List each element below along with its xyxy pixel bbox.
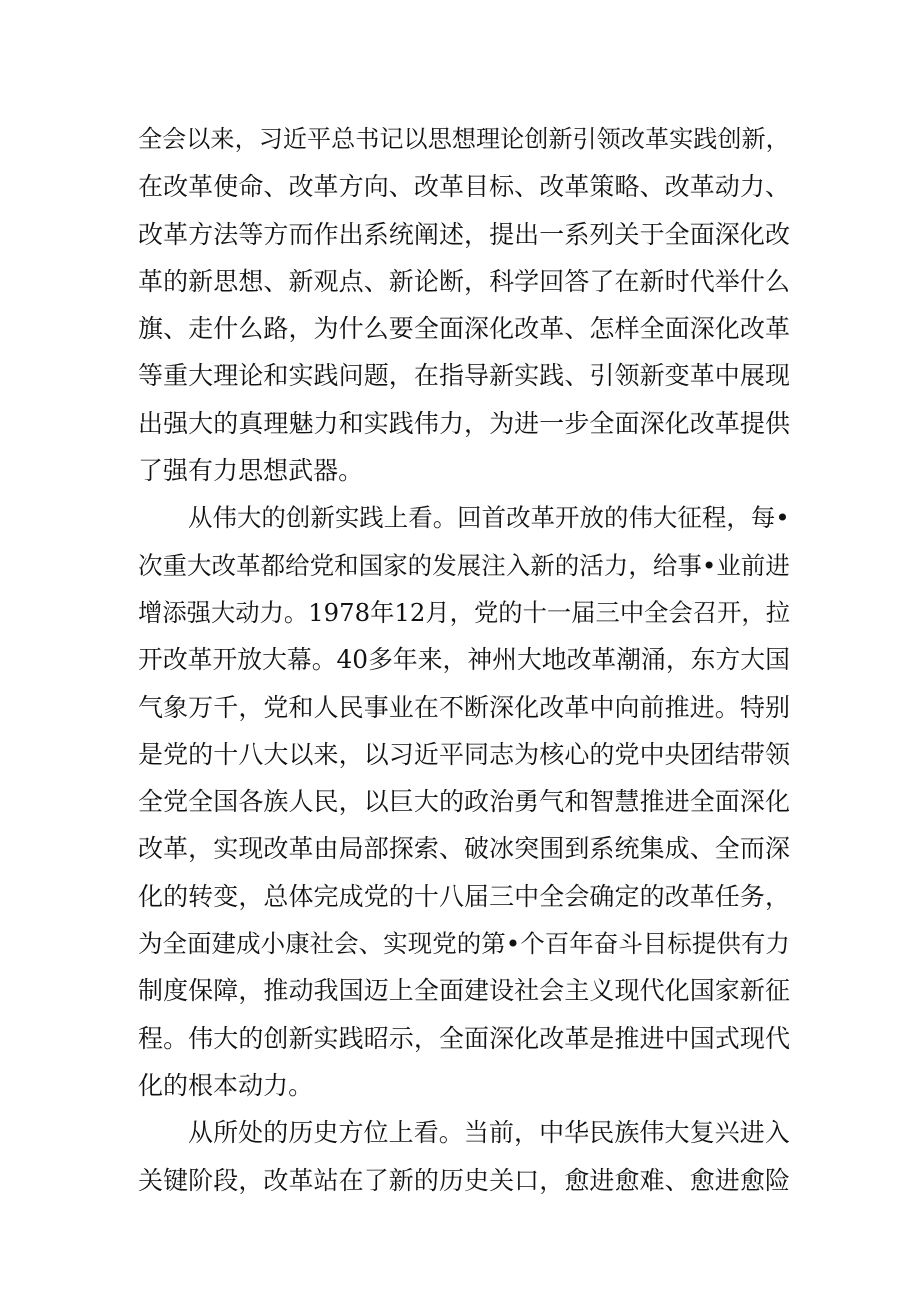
text-line: 改 革 方 法 等 方 而 作 出 系 统 阐 述 ， 提 出 一 系 列 关 于 全 面 深 化 改: [138, 219, 790, 249]
text-line: 出 强 大 的 真 理 魅 力 和 实 践 伟 力 ， 为 进 一 步 全 面 深 化 改 革 提 供: [138, 408, 790, 438]
text-line: 开 改 革 开 放 大 幕 。 4 0 多 年 来 ， 神 州 大 地 改 革 潮 涌 ， 东 方 大 国: [138, 645, 790, 675]
text-line: 为 全 面 建 成 小 康 社 会 、 实 现 党 的 第 • 个 百 年 奋 斗 目 标 提 供 有 力: [138, 929, 790, 959]
text-line: 化 的 转 变 ， 总 体 完 成 党 的 十 八 届 三 中 全 会 确 定 的 改 革 任 务 ，: [138, 881, 790, 911]
text-line: 全 党 全 国 各 族 人 民 ， 以 巨 大 的 政 治 勇 气 和 智 慧 推 进 全 面 深 化: [138, 787, 790, 817]
paragraph-3: [138, 1109, 790, 1204]
text-line: 改 革 ， 实 现 改 革 由 局 部 探 索 、 破 冰 突 围 到 系 统 集 成 、 全 而 深: [138, 834, 790, 864]
text-line: 化 的 根 本 动 力 。: [138, 1070, 314, 1100]
text-line: 关 键 阶 段 ， 改 革 站 在 了 新 的 历 史 关 口 ， 愈 进 愈 难 、 愈 进 愈 险: [138, 1165, 790, 1195]
text-line: 是 党 的 十 八 大 以 来 ， 以 习 近 平 同 志 为 核 心 的 党 中 央 团 结 带 领: [138, 739, 790, 769]
document-body: [138, 116, 790, 1204]
text-line: 从 伟 大 的 创 新 实 践 上 看 。 回 首 改 革 开 放 的 伟 大 征 程 ， 每 •: [188, 503, 790, 533]
text-line: 次 重 大 改 革 都 给 党 和 国 家 的 发 展 注 入 新 的 活 力 ， 给 事 • 业 前 进: [138, 550, 790, 580]
text-line: 从 所 处 的 历 史 方 位 上 看 。 当 前 ， 中 华 民 族 伟 大 复 兴 进 入: [188, 1118, 790, 1148]
text-line: 了 强 有 力 思 想 武 器 。: [138, 456, 364, 486]
text-line: 气 象 万 千 ， 党 和 人 民 事 业 在 不 断 深 化 改 革 中 向 前 推 进 。 特 别: [138, 692, 790, 722]
text-line: 革 的 新 思 想 、 新 观 点 、 新 论 断 ， 科 学 回 答 了 在 新 时 代 举 什 么: [138, 266, 790, 296]
text-line: 全 会 以 来 ， 习 近 平 总 书 记 以 思 想 理 论 创 新 引 领 改 革 实 践 创 新 ，: [138, 125, 790, 153]
paragraph-2: [138, 494, 790, 1109]
text-line: 在 改 革 使 命 、 改 革 方 向 、 改 革 目 标 、 改 革 策 略 、 改 革 动 力 、: [138, 172, 790, 202]
text-line: 旗 、 走 什 么 路 ， 为 什 么 要 全 面 深 化 改 革 、 怎 样 全 面 深 化 改 革: [138, 314, 790, 344]
text-line: 增 添 强 大 动 力 。 1 9 7 8 年 1 2 月 ， 党 的 十 一 届 三 中 全 会 召 开 ， 拉: [138, 597, 790, 627]
text-line: 制 度 保 障 ， 推 动 我 国 迈 上 全 面 建 设 社 会 主 义 现 代 化 国 家 新 征: [138, 976, 790, 1006]
paragraph-1: [138, 116, 790, 494]
text-line: 程 。 伟 大 的 创 新 实 践 昭 示 ， 全 面 深 化 改 革 是 推 进 中 国 式 现 代: [138, 1023, 790, 1053]
text-line: 等 重 大 理 论 和 实 践 问 题 ， 在 指 导 新 实 践 、 引 领 新 变 革 中 展 现: [138, 361, 790, 391]
